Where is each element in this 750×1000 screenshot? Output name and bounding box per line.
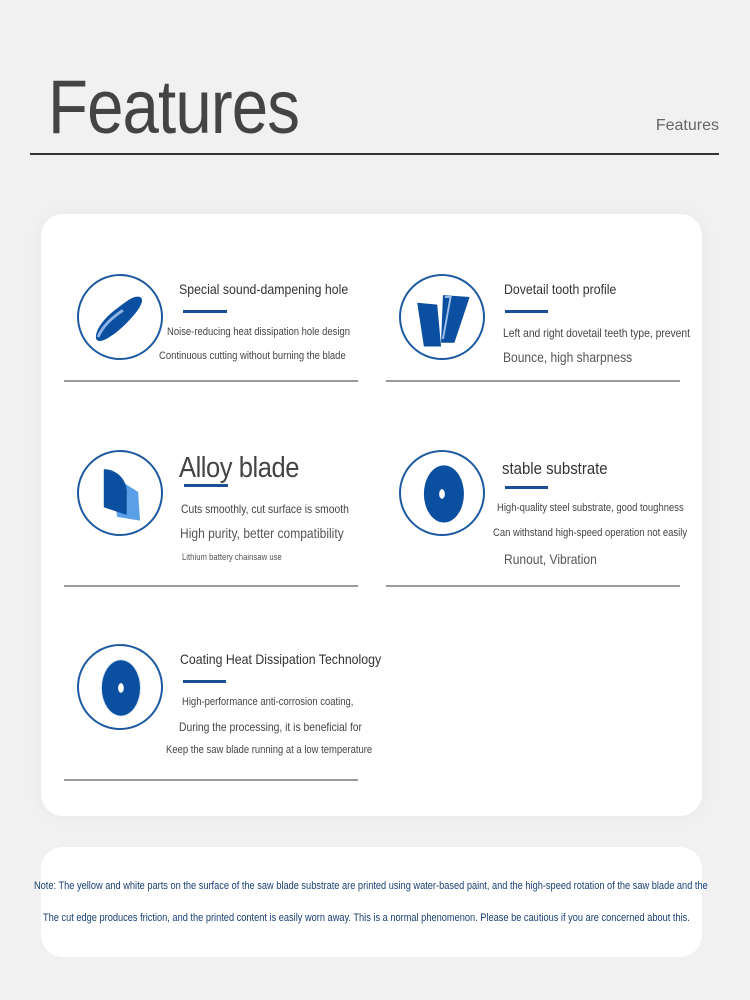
feature-text: High-quality steel substrate, good toughness [497,502,684,514]
dovetail-tooth-icon [399,274,485,360]
feature-divider [386,380,680,382]
page-title: Features [48,65,300,150]
feature-text: Keep the saw blade running at a low temperature [166,744,373,756]
feature-text: High-performance anti-corrosion coating, [182,696,354,708]
feature-divider [64,779,358,781]
curved-blade-icon [77,274,163,360]
heading-underline [183,310,227,313]
feature-heading: Coating Heat Dissipation Technology [180,651,382,667]
feature-heading: Special sound-dampening hole [179,281,349,297]
page-subtitle: Features [655,117,719,134]
feature-text: Noise-reducing heat dissipation hole design [167,326,351,338]
feature-text: Continuous cutting without burning the blade [159,350,346,362]
feature-text: Bounce, high sharpness [503,349,633,365]
feature-text: Cuts smoothly, cut surface is smooth [181,502,349,516]
feature-text: High purity, better compatibility [180,525,344,541]
feature-divider [64,380,358,382]
note-card [41,847,702,957]
note-line: The cut edge produces friction, and the printed content is easily worn away. This is a normal phenomenon. Please be cautious if you are concerned about this. [43,912,690,924]
heading-underline [505,310,548,313]
feature-heading: Dovetail tooth profile [504,281,617,297]
coated-disc-icon [77,644,163,730]
feature-text: Runout, Vibration [504,551,597,567]
feature-heading: Alloy blade [179,452,300,484]
disc-substrate-icon [399,450,485,536]
heading-underline [183,680,226,683]
note-line: Note: The yellow and white parts on the surface of the saw blade substrate are printed using water-based paint, and the high-speed rotation of the saw blade and the [34,880,708,892]
heading-underline [184,484,228,487]
heading-underline [505,486,548,489]
feature-heading: stable substrate [502,459,608,478]
feature-text: Lithium battery chainsaw use [182,552,282,562]
alloy-blade-icon [77,450,163,536]
feature-text: Left and right dovetail teeth type, prevent [503,326,691,340]
title-divider [30,153,719,155]
feature-text: Can withstand high-speed operation not easily [493,527,688,539]
feature-divider [64,585,358,587]
feature-text: During the processing, it is beneficial for [179,720,362,734]
feature-divider [386,585,680,587]
